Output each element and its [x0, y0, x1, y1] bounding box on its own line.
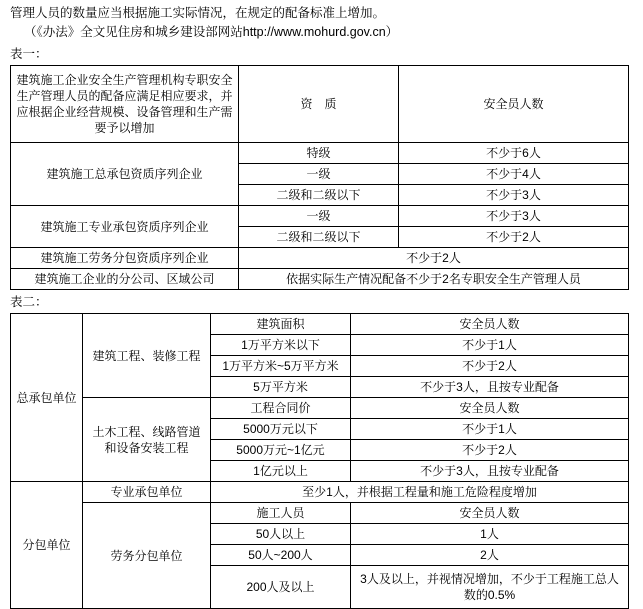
paragraph-1: 管理人员的数量应当根据施工实际情况，在规定的配备标准上增加。: [10, 6, 386, 20]
table-two-count-header: 安全员人数: [351, 314, 629, 335]
table-one-qualification: 一级: [239, 206, 399, 227]
table-one-count: 不少于3人: [399, 185, 629, 206]
table-two-metric-header: 施工人员: [211, 503, 351, 524]
table-two-metric: 50人~200人: [211, 545, 351, 566]
table-two-subgroup-label-building: 建筑工程、装修工程: [83, 314, 211, 398]
table-two-metric-header: 建筑面积: [211, 314, 351, 335]
table-one-qualification: 二级和二级以下: [239, 185, 399, 206]
table-one-group-label-3: 建筑施工劳务分包资质序列企业: [11, 248, 239, 269]
table-two-metric: 5万平方米: [211, 377, 351, 398]
table-two-group-label-general-contractor: 总承包单位: [11, 314, 83, 482]
table-two-metric: 50人以上: [211, 524, 351, 545]
table-one-header-col1: 建筑施工企业安全生产管理机构专职安全生产管理人员的配备应满足相应要求，并应根据企业经营规模、设备管理和生产需要予以增加: [11, 66, 239, 143]
table-row: [11, 206, 629, 227]
table-two-group-label-subcontractor: 分包单位: [11, 482, 83, 609]
table-two-count: 不少于2人: [351, 440, 629, 461]
table-two-metric: 5000万元~1亿元: [211, 440, 351, 461]
paragraph-2: （《办法》全文见住房和城乡建设部网站http://www.mohurd.gov.cn）: [24, 25, 399, 39]
table-two-subgroup-label-labor: 劳务分包单位: [83, 503, 211, 609]
table-two-caption: 表二：: [10, 295, 48, 309]
table-two-count: 不少于1人: [351, 419, 629, 440]
table-one: [10, 65, 629, 290]
table-one-qualification: 一级: [239, 164, 399, 185]
table-one-group-label-4: 建筑施工企业的分公司、区域公司: [11, 269, 239, 290]
table-two-metric: 1万平方米以下: [211, 335, 351, 356]
table-row: [11, 143, 629, 164]
table-two-metric-header: 工程合同价: [211, 398, 351, 419]
table-two-count: 不少于3人，且按专业配备: [351, 461, 629, 482]
table-one-merged-value: 不少于2人: [239, 248, 629, 269]
table-two-count: 3人及以上，并视情况增加，不少于工程施工总人数的0.5%: [351, 566, 629, 609]
table-row: [11, 314, 629, 335]
table-row: [11, 398, 629, 419]
table-two-subgroup-label-civil: 土木工程、线路管道和设备安装工程: [83, 398, 211, 482]
table-one-header-col2: 资 质: [239, 66, 399, 143]
table-two-count-header: 安全员人数: [351, 503, 629, 524]
table-row: [11, 66, 629, 143]
table-two-count: 1人: [351, 524, 629, 545]
table-two-count: 不少于1人: [351, 335, 629, 356]
table-two: [10, 313, 629, 609]
table-two-metric: 5000万元以下: [211, 419, 351, 440]
table-one-group-label-2: 建筑施工专业承包资质序列企业: [11, 206, 239, 248]
table-one-count: 不少于4人: [399, 164, 629, 185]
table-two-metric: 200人及以上: [211, 566, 351, 609]
table-row: [11, 482, 629, 503]
table-one-group-label-1: 建筑施工总承包资质序列企业: [11, 143, 239, 206]
table-one-count: 不少于6人: [399, 143, 629, 164]
table-one-qualification: 二级和二级以下: [239, 227, 399, 248]
table-row: [11, 503, 629, 524]
table-one-count: 不少于2人: [399, 227, 629, 248]
table-two-count: 不少于3人，且按专业配备: [351, 377, 629, 398]
table-row: [11, 269, 629, 290]
table-two-metric: 1亿元以上: [211, 461, 351, 482]
table-two-count: 2人: [351, 545, 629, 566]
table-row: [11, 248, 629, 269]
table-one-caption: 表一：: [10, 47, 48, 61]
table-two-specialty-label: 专业承包单位: [83, 482, 211, 503]
table-one-qualification: 特级: [239, 143, 399, 164]
table-two-metric: 1万平方米~5万平方米: [211, 356, 351, 377]
table-one-count: 不少于3人: [399, 206, 629, 227]
table-two-specialty-value: 至少1人，并根据工程量和施工危险程度增加: [211, 482, 629, 503]
table-one-header-col3: 安全员人数: [399, 66, 629, 143]
table-two-count-header: 安全员人数: [351, 398, 629, 419]
table-two-count: 不少于2人: [351, 356, 629, 377]
table-one-merged-value: 依据实际生产情况配备不少于2名专职安全生产管理人员: [239, 269, 629, 290]
